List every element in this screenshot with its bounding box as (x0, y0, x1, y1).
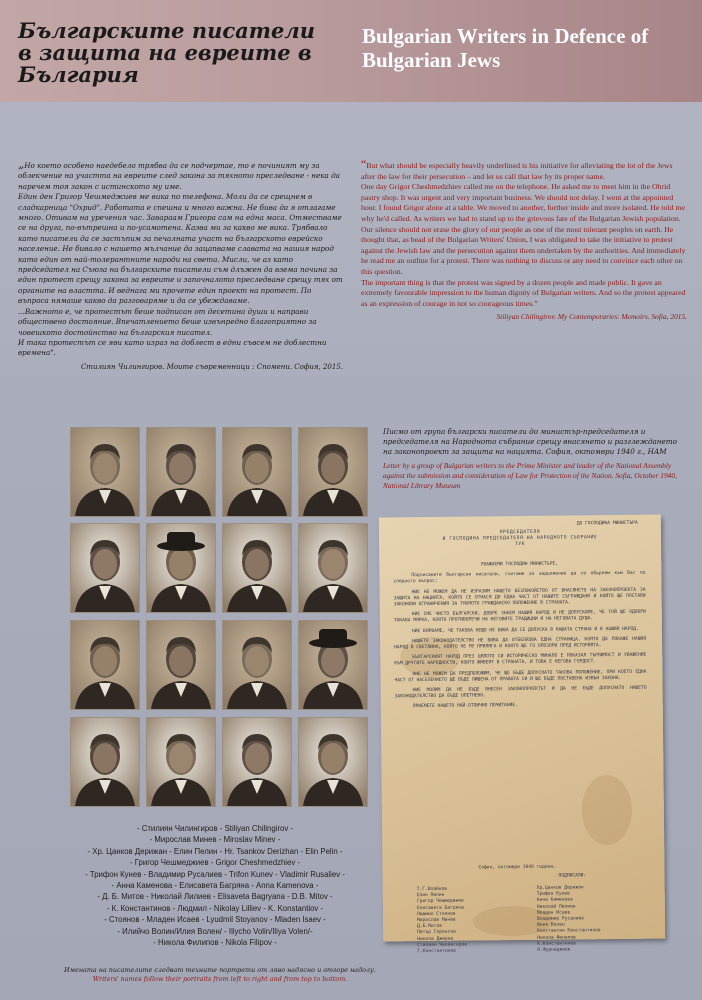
writer-names-line: - Никола Филипов - Nikola Filipov - (153, 938, 277, 948)
opening-quote-mark: “ (361, 157, 367, 171)
letter-paragraph: НИЕ МОЛИМ ДА НЕ БЪДЕ ВНЕСЕН ЗАКОНОПРОЕКТЪТ И ДА НЕ БЪДЕ ДОПУСНАТО НАШЕТО ЗАКОНОДАТЕЛСТВО ДА БЪДЕ ОПЕТНЕНО. (394, 685, 647, 700)
letter-address: ДО ГОСПОДИНА МИНИСТЪРА (576, 520, 638, 527)
letter-salutation: УВАЖАЕМИ ГОСПОДИН МИНИСТЪРЕ, (480, 561, 559, 568)
signatory-name: Стилиян Чилингиров (417, 942, 468, 948)
signatory-name: Н.Фурнаджиев (537, 947, 571, 953)
writer-names-line: - Анна Каменова - Елисавета Багряна - Anna Kamenova - (111, 881, 319, 891)
signatory-name: Владимир Русалиев (536, 916, 585, 922)
writer-names-line: - Стилиян Чилингиров - Stiliyan Chilingirov - (136, 824, 294, 833)
writer-portrait-photo (222, 620, 292, 710)
signatories-right (537, 885, 601, 954)
writer-portrait-photo (298, 620, 368, 710)
quote-bulgarian (18, 157, 343, 372)
letter-paragraph: НИЕ НЕ МОЖЕМ ДА ПРЕДПОЛОЖИМ, ЧЕ ЩЕ БЪДЕ ДОПУСНАТО ТАКОВА ПОЛОЖЕНИЕ, ПРИ КОЕТО ЕДНА ЧАСТ ОТ НАСЕЛЕНИЕТО ЩЕ БЪДЕ ЛИШЕНА ОТ ПРАВАТА СИ И ЩЕ БЪДЕ ПОСТАВЕНА ИЗВЪН ЗАКОНА. (394, 669, 647, 684)
writer-portrait-photo (146, 620, 216, 710)
footnote-bg: Имената на писателите следват техните портрети от ляво надясно и отгоре надолу. (64, 966, 376, 974)
signatory-name: Т.Г.Влайков (416, 886, 448, 893)
writer-portrait-photo (70, 427, 140, 517)
letter-paragraph: НАШЕТО ЗАКОНОДАТЕЛСТВО НЕ БИВА ДА ОТБЕЛЯЗВА ЕДНА СТРАНИЦА, КОЯТО ДА ПОКАЖЕ НАШИЯ НАРОД В СВЕТЛИНА, КОЯТО НЕ МУ ПРИЛЯГА И КОЯТО ЩЕ ГО ОПОЗОРИ ПРЕД ИСТОРИЯТА. (394, 636, 647, 651)
signatory-name: Никола Джеров (417, 936, 454, 942)
writer-portrait-photo (146, 427, 216, 517)
signatory-name: Николай Лилиев (536, 904, 576, 910)
quote-bg-source: Стилиян Чилингиров. Моите съвременници : Спомени. София, 2015. (80, 362, 343, 371)
signatory-name: Илия Волен (537, 922, 565, 929)
signatory-name: Мирослав Минев (416, 917, 456, 924)
letter-paragraph: НИЕ НЕ МОЖЕМ ДА НЕ ИЗРАЗИМ НАШЕТО БЕЗПОКОЙСТВО ОТ ВНАСЯНЕТО НА ЗАКОНОПРОЕКТА ЗА ЗАЩИТА НА НАЦИЯТА, КОЙТО СЕ ОТНАСЯ ДО ЕДНА ЧАСТ ОТ НАШИТЕ СЪГРАЖДАНИ И КОЙТО ЩЕ ПОСТАВИ ЗАКОНОВИ ОГРАНИЧЕНИЯ ЗА ТЯХНОТО ГРАЖДАНСКО ПОЛОЖЕНИЕ В СТРАНАТА. (393, 587, 646, 608)
opening-quote-mark: „ (18, 157, 25, 171)
letter-paragraph: НИЕ ВЯРВАМЕ, ЧЕ ТАКОВА НЕЩО НЕ БИВА ДА СЕ ДОПУСКА В НАШАТА СТРАНА И В НАШИЯ НАРОД. (411, 626, 639, 634)
letter-paragraph: Подписаните български писатели, считаме за задължение да се обърнем към Вас по следното въпрос: (393, 570, 646, 585)
letter-paragraph: НИЕ СМЕ ЧИСТО БЪЛГАРСКИ, ДОБРЕ ЗНАЕМ НАШИЯ НАРОД И НЕ ДОПУСКАМЕ, ЧЕ ТОЙ ЩЕ ОДОБРИ ТАКАВА МЯРКА, КОЯТО ПРОТИВОРЕЧИ НА НЕГОВИТЕ ТРАДИЦИИ И НА НЕГОВАТА ДУША. (393, 609, 646, 624)
footnote (40, 966, 400, 984)
portrait-grid (70, 427, 370, 810)
writer-names-line: - Григор Чешмеджиев - Grigor Cheshmedzhiev - (129, 858, 301, 868)
letter-date: София, октомври 1940 година. (478, 864, 556, 871)
signatory-name: Младен Исаев (536, 910, 571, 916)
writer-names-line: - К. Константинов - Людмил - Nikolay Lilliev - K. Konstantiov - (106, 903, 324, 913)
writer-portrait-photo (146, 717, 216, 807)
writer-portrait-photo (222, 427, 292, 517)
letter-signed-label: ПОДПИСАЛИ: (558, 873, 587, 879)
writer-portrait-photo (70, 717, 140, 807)
signatory-name: Григор Чешмеджиев (416, 899, 464, 905)
signatory-name: Д.Б.Митов (417, 924, 443, 930)
quote-bg-paragraph: И така протестът се яви като израз на доблест в едни съвсем не доблестни времена". (18, 337, 327, 358)
writer-portrait-photo (298, 427, 368, 517)
letter-caption-bg: Писмо от група български писатели до министър-председателя и председателя на Народното събрание срещу внасянето и разглеждането на законопроект за защита на нацията. София, октомври 1940 г., НАМ (383, 427, 677, 456)
signatory-name: К.Константинов (537, 941, 577, 947)
paper-stain (581, 775, 632, 846)
signatory-name: Петър Горянски (417, 930, 456, 936)
writer-portrait-photo (70, 620, 140, 710)
writer-names-line: - Хр. Цанков Дерижан - Елин Пелин - Hr. Tsankov Derizhan - Elin Pelin - (87, 846, 343, 856)
quote-bg-paragraph: ...Важното е, че протестът беше подписан от десетина души и направи обществено достояние. Впечатлението беше извънредно благоприятно за човешкото достойнство на българския писател. (18, 306, 317, 337)
quote-en-paragraph: The important thing is that the protest was signed by a dozen people and made public. It gave an extremely favourable impression to the human dignity of Bulgarian writers. And so the protest appeared as an expression of courage in not so courageous times.” (361, 277, 686, 308)
writer-names-line: - Мирослав Минев - Miroslav Minev - (149, 835, 281, 845)
header-band (0, 0, 702, 102)
signatory-name: Трифон Кунев (536, 891, 570, 898)
writer-names-line: - Д. Б. Митов - Николай Лилиев - Elisaveta Bagryana - D.B. Mitov - (97, 892, 333, 902)
writer-portrait-photo (222, 717, 292, 807)
signatory-name: Анна Каменова (536, 897, 573, 904)
signatory-name: Хр.Цанков Дерижан (536, 885, 584, 891)
writer-portrait-photo (222, 523, 292, 613)
signatory-name: Елисавета Багряна (416, 905, 464, 911)
title-english: Bulgarian Writers in Defence of Bulgarian Jews (362, 24, 649, 72)
quote-english (361, 157, 687, 323)
letter-caption (383, 427, 683, 491)
letter-paragraph: БЪЛГАРСКИЯТ НАРОД ПРЕЗ ЦЯЛОТО СИ ИСТОРИЧЕСКО МИНАЛО Е ПОКАЗАЛ ТЪРПИМОСТ И УВАЖЕНИЕ КЪМ ДРУГИТЕ НАРОДНОСТИ, КОИТО ЖИВЕЯТ В СТРАНАТА, И ТОВА Е НЕГОВА ГОРДОСТ. (394, 652, 647, 667)
quote-en-paragraph: One day Grigor Cheshmedzhiev called me on the telephone. He asked me to meet him in the Ohrid pastry shop. It was urgent and very important business. We should not delay. I went at the appointed hour. I found Grigor alone at a table. We moved to another, further inside and more isolated. He told me why he'd called. As writers we had to stand up to the grievous fate of the Bulgarian Jewish population. Our silence should not erase the glory of our people as one of the most tolerant peoples on earth. He thought that, as head of the Bulgarian Writers' Union, I was obligated to take the initiative to protest against the Jewish law and the persecution against them undertaken by the authorities. And immediately he read me an outline for a protest. There was nothing to discuss or any need to convince each other on this question. (361, 182, 686, 276)
writer-names-line: - Стоянов - Младен Исаев - Lyudmil Stoyanov - Mladen Isaev - (104, 915, 326, 925)
signatory-name: Г.Константинов (417, 948, 457, 955)
footnote-en: Writers' names follow their portraits from left to right and from top to bottom. (92, 975, 348, 983)
protest-letter-image (379, 515, 665, 955)
title-bulgarian: Българските писатели в защита на евреите в България (18, 18, 315, 87)
signatory-name: Никола Филипов (537, 935, 576, 941)
writer-portrait-photo (146, 523, 216, 613)
writer-names-list (50, 823, 380, 948)
writer-portrait-photo (298, 523, 368, 613)
letter-body (393, 561, 647, 715)
writer-names-line: - Трифон Кунев - Владимир Русалиев - Trifon Kunev - Vladimir Rusaliev - (85, 869, 345, 879)
letter-paragraph: ПРИЕМЕТЕ НАШЕТО НАЙ-ОТЛИЧНО ПОЧИТАНИЕ. (412, 703, 518, 710)
signatory-name: Людмил Стоянов (416, 911, 456, 917)
quote-bg-paragraph: Един ден Григор Чешмеджиев ме вика по телефона. Моли да се срещнем в сладкарница "Охрид". Работата е спешна и много важна. Не бива да я отлагаме много. Отивам на уречения час. Завараам Григора сам на една маса. Отместваме се на друга, по-вътрешна и по-усамотена. Казва ми за какво ме вика. Трябвало като писатели да се застъпим за печалната участ на българското еврейско население. Не бивало с нашето мълчание да зацапваме славата на нашия народ като един от най-толерантните народи на света. Мисли, че аз като председател на Съюза на българските писатели съм длъжен да взема почина за един протест срещу закона за евреите и започналото преследване срещу тях от органите на властта. И веднага ми прочете един проект на протест. По въпроса нямаше какво да разговаряме и да се убеждаваме. (18, 192, 343, 306)
writer-portrait-photo (70, 523, 140, 613)
quote-en-paragraph: “But what should be especially heavily underlined is his initiative for alleviating the lot of the Jews after the law for their persecution – and let us call that law by its proper name. (361, 157, 673, 181)
writer-portrait-photo (298, 717, 368, 807)
letter-caption-en: Letter by a group of Bulgarian writers to the Prime Minister and leader of the National Assembly against the submission and consideration of Law for Protection of the Nation. Sofia, October 1940, National Library Museum (383, 461, 677, 490)
signatory-name: Константин Константинов (537, 928, 601, 935)
signatories-left (417, 887, 468, 956)
signatory-name: Елин Пелин (416, 893, 445, 899)
writer-names-line: - Илийчо Волин/Илия Волен/ - Iliycho Volin/Iliya Volen/- (117, 926, 313, 936)
quote-en-source: Stiliyan Chilingirov. My Contemporaries: Memoirs. Sofia, 2015. (496, 312, 687, 322)
letter-heading: ПРЕДСЕДАТЕЛЯ И ГОСПОДИНА ПРЕДСЕДАТЕЛЯ НА НАРОДНОТО СЪБРАНИЕ ТУК (442, 529, 598, 548)
quote-bg-paragraph: „Но което особено наедебело трябва да се подчертае, то е починият му за облекчение на участта на евреите след закона за тяхното преследване - нека да наречем тоя закон с истинското му име. (18, 157, 340, 191)
